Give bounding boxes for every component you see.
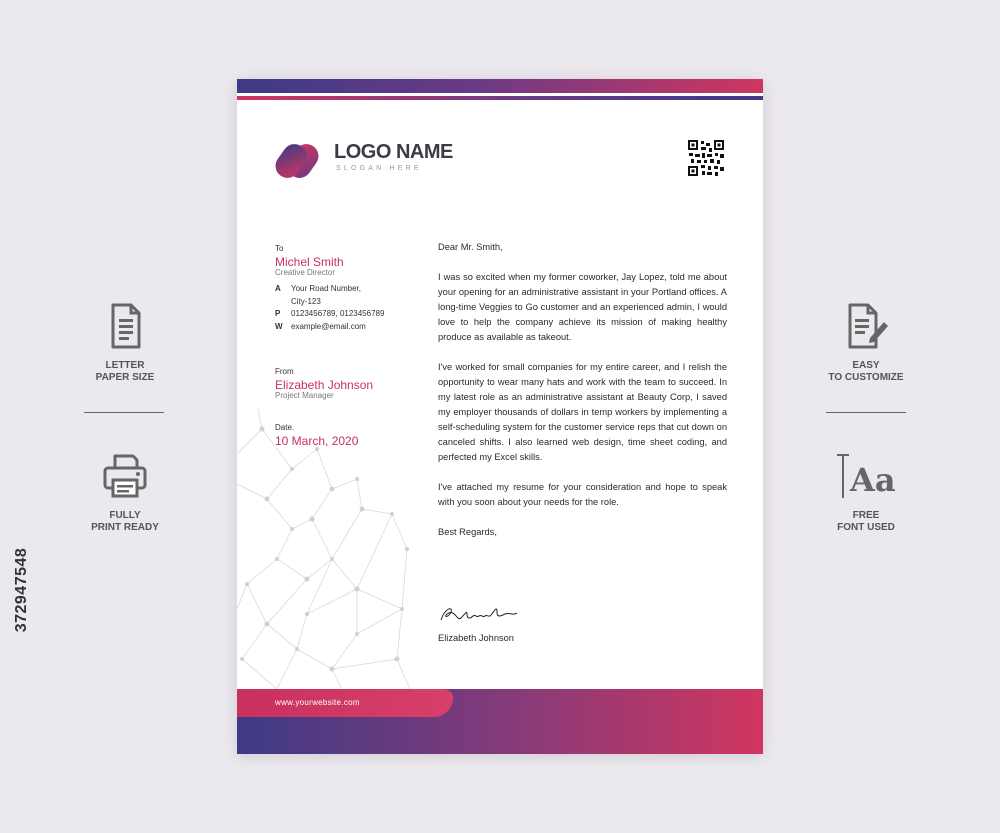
network-pattern (237, 409, 417, 699)
feature-print-ready-line1: FULLY (109, 510, 141, 521)
feature-letter-size (55, 300, 195, 384)
font-icon (840, 450, 896, 502)
sender-title: Project Manager (275, 391, 334, 400)
logo-mark-icon (274, 140, 334, 187)
logo-slogan: SLOGAN HERE (336, 165, 422, 172)
letterhead-page (237, 79, 763, 754)
contact-value: example@email.com (291, 322, 366, 331)
date-label: Date. (275, 423, 295, 432)
contact-key: A (275, 284, 281, 293)
document-edit-icon (840, 300, 892, 352)
recipient-name: Michel Smith (275, 255, 344, 269)
from-label: From (275, 367, 294, 376)
paragraph-2: I've worked for small companies for my entire career, and I relish the opportunity to wear many hats and work with the team to succeed. In my latest role as an administrative assistant at Beauty Corp, I saved my employer thousands of dollars in temp workers by implementing a self-scheduling system for the customer service reps that cut down on canceled shifts. I also learned web design, time sheet coding, and perfected my Excel skills. (438, 362, 727, 462)
feature-font (796, 450, 936, 534)
feature-customize-line1: EASY (852, 360, 880, 371)
letter-date: 10 March, 2020 (275, 434, 359, 448)
stock-id-text: 372947548 (13, 547, 30, 633)
feature-font-line2: FONT USED (837, 522, 895, 533)
to-label: To (275, 244, 284, 253)
contact-city (275, 297, 321, 306)
contact-value: City-123 (291, 297, 321, 306)
feature-customize-line2: TO CUSTOMIZE (828, 372, 904, 383)
contact-phone (275, 309, 384, 318)
contact-key: P (275, 309, 281, 318)
paragraph-1: I was so excited when my former coworker, Jay Lopez, told me about your opening for an administrative assistant in your Portland offices. A long-time Veggies to Go customer and an experienced admin, I would love to help the company achieve its mission of making healthy produce as available as takeout. (438, 272, 727, 342)
top-thin-bar (237, 96, 763, 100)
contact-value: 0123456789, 0123456789 (291, 309, 385, 318)
contact-value: Your Road Number, (291, 284, 361, 293)
signature (439, 604, 519, 633)
sender-name: Elizabeth Johnson (275, 378, 374, 392)
printer-icon (99, 450, 151, 502)
feature-letter-size-line1: LETTER (105, 360, 145, 371)
website-link[interactable]: www.yourwebsite.com (275, 698, 360, 707)
qr-code-icon (688, 140, 724, 181)
document-icon (99, 300, 151, 352)
font-glyph: Aa (850, 461, 896, 499)
signature-name: Elizabeth Johnson (438, 633, 514, 643)
left-divider (84, 412, 164, 413)
feature-font-line1: FREE (852, 510, 880, 521)
letter-body (438, 240, 727, 555)
contact-key: W (275, 322, 283, 331)
right-divider (826, 412, 906, 413)
closing: Best Regards, (438, 527, 497, 537)
feature-print-ready-line2: PRINT READY (91, 522, 159, 533)
recipient-title: Creative Director (275, 268, 336, 277)
top-gradient-bar (237, 79, 763, 93)
contact-web (275, 322, 366, 331)
feature-letter-size-line2: PAPER SIZE (95, 372, 155, 383)
contact-address (275, 284, 361, 293)
logo-name: LOGO NAME (334, 141, 453, 163)
greeting: Dear Mr. Smith, (438, 242, 503, 252)
feature-customize (796, 300, 936, 384)
feature-print-ready (55, 450, 195, 534)
paragraph-3: I've attached my resume for your consideration and hope to speak with you soon about your needs for the role. (438, 482, 727, 507)
